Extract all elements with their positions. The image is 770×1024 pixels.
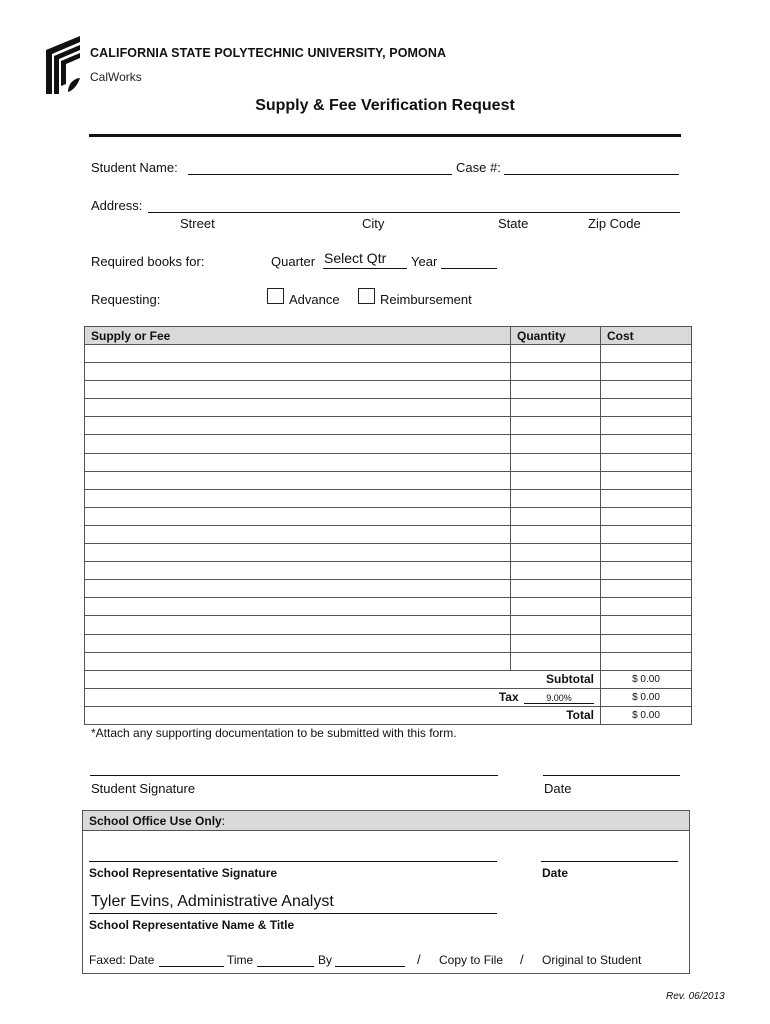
quarter-select[interactable]: Select Qtr xyxy=(324,250,387,266)
cost-cell[interactable] xyxy=(601,525,692,543)
reimbursement-checkbox[interactable] xyxy=(358,288,375,304)
header-quantity: Quantity xyxy=(511,327,601,345)
university-name: CALIFORNIA STATE POLYTECHNIC UNIVERSITY, POMONA xyxy=(90,46,447,60)
supply-fee-cell[interactable] xyxy=(85,525,511,543)
supply-fee-cell[interactable] xyxy=(85,417,511,435)
quantity-cell[interactable] xyxy=(511,435,601,453)
supply-fee-cell[interactable] xyxy=(85,381,511,399)
cost-cell[interactable] xyxy=(601,634,692,652)
cost-cell[interactable] xyxy=(601,489,692,507)
table-row xyxy=(85,562,692,580)
rep-signature-field[interactable] xyxy=(89,861,497,862)
supply-fee-cell[interactable] xyxy=(85,489,511,507)
supply-fee-cell[interactable] xyxy=(85,471,511,489)
advance-label: Advance xyxy=(289,292,340,307)
title-rule xyxy=(89,134,681,137)
cost-cell[interactable] xyxy=(601,562,692,580)
cost-cell[interactable] xyxy=(601,544,692,562)
cost-cell[interactable] xyxy=(601,381,692,399)
cost-cell[interactable] xyxy=(601,616,692,634)
school-office-heading-text: School Office Use Only xyxy=(89,814,222,828)
copy-to-file-label: Copy to File xyxy=(439,953,504,967)
quantity-cell[interactable] xyxy=(511,381,601,399)
header-cost: Cost xyxy=(601,327,692,345)
table-row xyxy=(85,381,692,399)
cost-cell[interactable] xyxy=(601,580,692,598)
faxed-date-field[interactable] xyxy=(159,966,224,967)
cal-poly-logo-icon xyxy=(46,36,80,94)
quantity-cell[interactable] xyxy=(511,507,601,525)
item-rows xyxy=(85,345,692,671)
quantity-cell[interactable] xyxy=(511,345,601,363)
supply-fee-cell[interactable] xyxy=(85,363,511,381)
quantity-cell[interactable] xyxy=(511,544,601,562)
street-label: Street xyxy=(180,216,215,231)
rep-name-underline xyxy=(89,913,497,914)
revision-label: Rev. 06/2013 xyxy=(666,991,725,1002)
table-row xyxy=(85,435,692,453)
tax-value: $ 0.00 xyxy=(601,688,692,706)
department-name: CalWorks xyxy=(90,70,142,84)
total-label: Total xyxy=(85,706,601,724)
table-row xyxy=(85,453,692,471)
supply-fee-cell[interactable] xyxy=(85,562,511,580)
tax-row xyxy=(85,688,692,706)
quantity-cell[interactable] xyxy=(511,580,601,598)
rep-date-field[interactable] xyxy=(541,861,678,862)
rep-name-field[interactable]: Tyler Evins, Administrative Analyst xyxy=(91,893,334,910)
table-row xyxy=(85,525,692,543)
quarter-label: Quarter xyxy=(271,254,316,269)
supply-fee-cell[interactable] xyxy=(85,544,511,562)
quantity-cell[interactable] xyxy=(511,598,601,616)
required-books-label: Required books for: xyxy=(91,254,205,269)
cost-cell[interactable] xyxy=(601,345,692,363)
supply-fee-cell[interactable] xyxy=(85,453,511,471)
table-row xyxy=(85,652,692,670)
quantity-cell[interactable] xyxy=(511,616,601,634)
total-value: $ 0.00 xyxy=(601,706,692,724)
table-row xyxy=(85,634,692,652)
student-date-field[interactable] xyxy=(543,775,680,776)
faxed-date-label: Faxed: Date xyxy=(89,953,155,967)
subtotal-value: $ 0.00 xyxy=(601,670,692,688)
quantity-cell[interactable] xyxy=(511,471,601,489)
cost-cell[interactable] xyxy=(601,507,692,525)
supply-fee-cell[interactable] xyxy=(85,580,511,598)
tax-label: Tax xyxy=(498,690,519,705)
quantity-cell[interactable] xyxy=(511,634,601,652)
school-office-heading-colon: : xyxy=(221,814,226,828)
supply-fee-cell[interactable] xyxy=(85,345,511,363)
student-date-label: Date xyxy=(544,781,572,796)
cost-cell[interactable] xyxy=(601,435,692,453)
table-row xyxy=(85,616,692,634)
requesting-label: Requesting: xyxy=(91,292,161,307)
student-name-field[interactable] xyxy=(188,174,452,175)
quantity-cell[interactable] xyxy=(511,562,601,580)
attach-note: *Attach any supporting documentation to be submitted with this form. xyxy=(91,726,457,740)
supply-fee-cell[interactable] xyxy=(85,435,511,453)
school-office-heading xyxy=(83,811,689,831)
table-row xyxy=(85,417,692,435)
time-field[interactable] xyxy=(257,966,314,967)
quarter-underline xyxy=(323,268,407,269)
cost-cell[interactable] xyxy=(601,399,692,417)
state-label: State xyxy=(498,216,529,231)
time-label: Time xyxy=(227,953,254,967)
supply-fee-cell[interactable] xyxy=(85,634,511,652)
table-row xyxy=(85,471,692,489)
by-field[interactable] xyxy=(335,966,405,967)
student-signature-label: Student Signature xyxy=(91,781,196,796)
quantity-cell[interactable] xyxy=(511,489,601,507)
advance-checkbox[interactable] xyxy=(267,288,284,304)
supply-fee-cell[interactable] xyxy=(85,507,511,525)
student-signature-field[interactable] xyxy=(90,775,498,776)
quantity-cell[interactable] xyxy=(511,525,601,543)
case-label: Case #: xyxy=(456,160,501,175)
tax-cell xyxy=(85,688,601,706)
original-to-student-label: Original to Student xyxy=(542,953,642,967)
supply-fee-cell[interactable] xyxy=(85,652,511,670)
zip-code-label: Zip Code xyxy=(588,216,641,231)
table-row xyxy=(85,489,692,507)
quantity-cell[interactable] xyxy=(511,453,601,471)
slash-2: / xyxy=(520,952,524,967)
year-field[interactable] xyxy=(441,268,497,269)
address-field[interactable] xyxy=(148,212,680,213)
total-row xyxy=(85,706,692,724)
subtotal-label: Subtotal xyxy=(85,670,601,688)
address-label: Address: xyxy=(91,198,143,213)
table-row xyxy=(85,399,692,417)
case-number-field[interactable] xyxy=(504,174,679,175)
rep-signature-label: School Representative Signature xyxy=(89,866,278,880)
cost-cell[interactable] xyxy=(601,652,692,670)
supply-fee-table xyxy=(84,326,692,725)
city-label: City xyxy=(362,216,385,231)
rep-name-label: School Representative Name & Title xyxy=(89,918,295,932)
by-label: By xyxy=(318,953,333,967)
student-name-label: Student Name: xyxy=(91,160,178,175)
cost-cell[interactable] xyxy=(601,598,692,616)
quantity-cell[interactable] xyxy=(511,363,601,381)
cost-cell[interactable] xyxy=(601,417,692,435)
supply-fee-cell[interactable] xyxy=(85,616,511,634)
year-label: Year xyxy=(411,254,438,269)
table-row xyxy=(85,580,692,598)
cost-cell[interactable] xyxy=(601,471,692,489)
cost-cell[interactable] xyxy=(601,363,692,381)
table-row xyxy=(85,507,692,525)
cost-cell[interactable] xyxy=(601,453,692,471)
quantity-cell[interactable] xyxy=(511,417,601,435)
table-row xyxy=(85,345,692,363)
school-office-section xyxy=(82,810,690,974)
supply-fee-cell[interactable] xyxy=(85,399,511,417)
subtotal-row xyxy=(85,670,692,688)
rep-date-label: Date xyxy=(542,866,569,880)
quantity-cell[interactable] xyxy=(511,652,601,670)
form-title: Supply & Fee Verification Request xyxy=(255,97,515,114)
table-row xyxy=(85,363,692,381)
slash-1: / xyxy=(417,952,421,967)
header-supply-fee: Supply or Fee xyxy=(85,327,511,345)
reimbursement-label: Reimbursement xyxy=(380,292,472,307)
quantity-cell[interactable] xyxy=(511,399,601,417)
table-row xyxy=(85,598,692,616)
tax-rate-field[interactable]: 9.00% xyxy=(524,693,594,704)
supply-fee-cell[interactable] xyxy=(85,598,511,616)
table-row xyxy=(85,544,692,562)
